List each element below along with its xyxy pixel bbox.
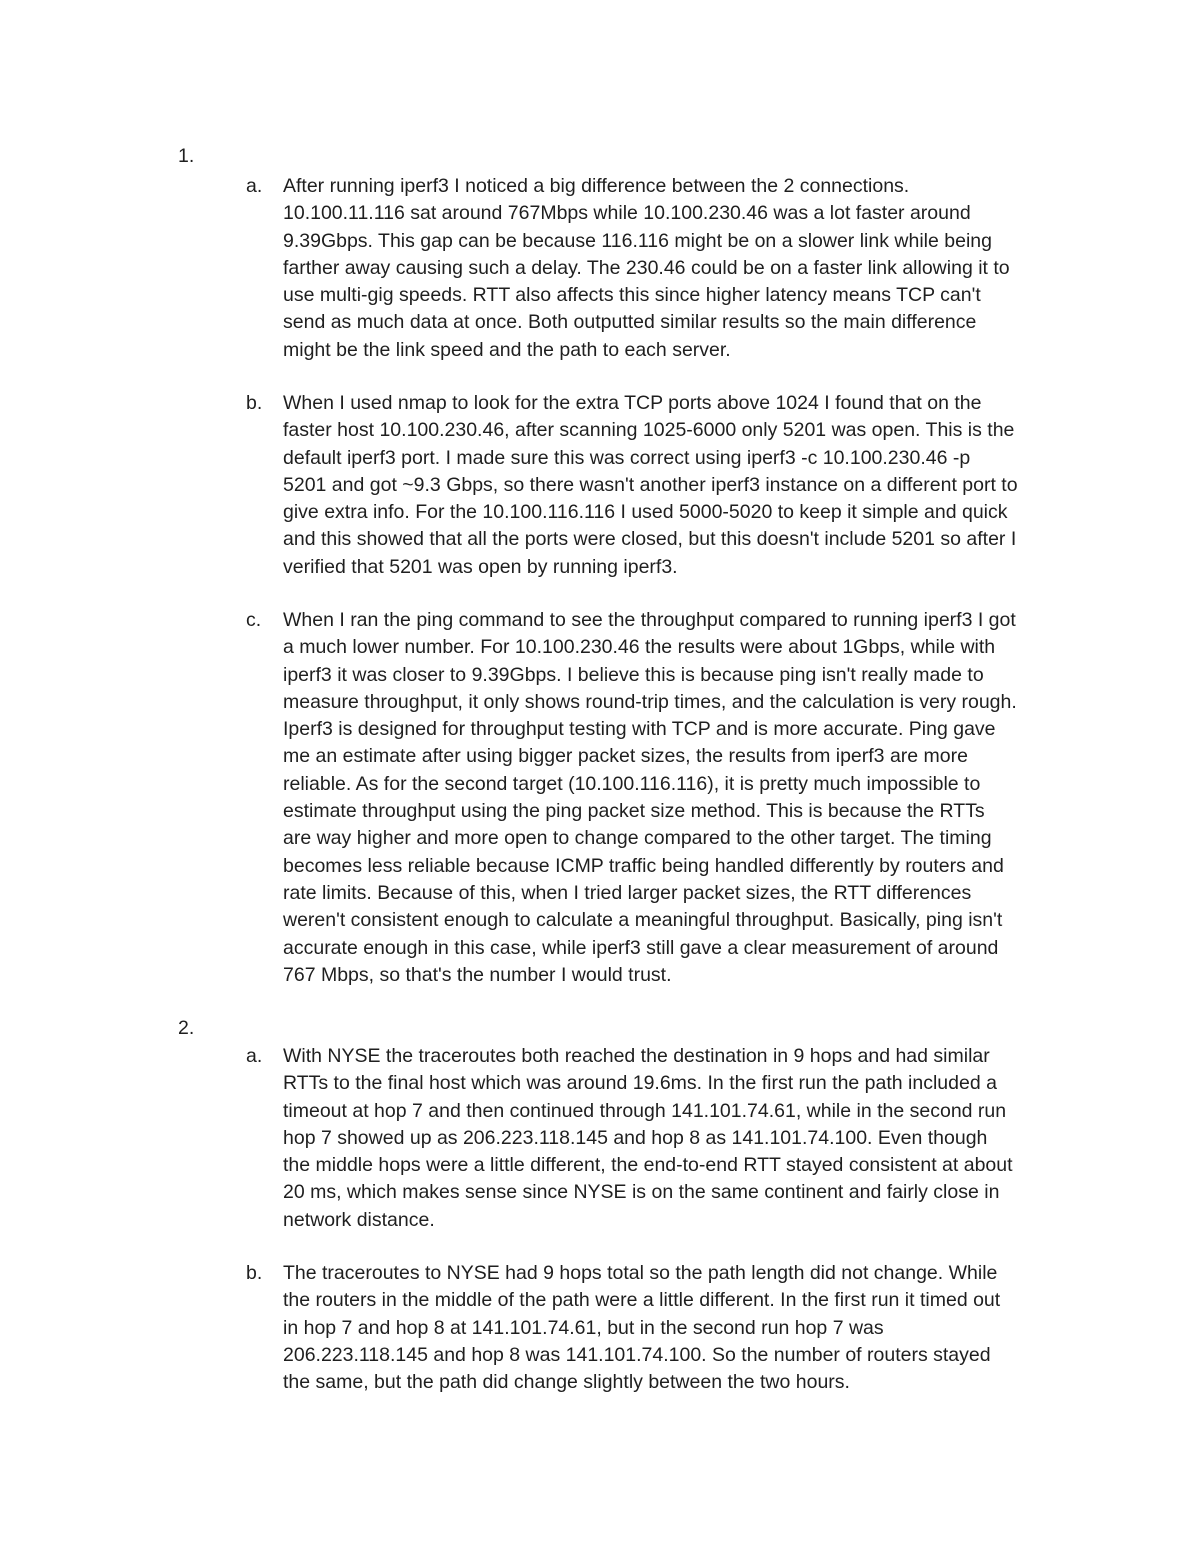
text-line: accurate enough in this case, while iperf3 still gave a clear measurement of around	[283, 936, 999, 959]
text-line: timeout at hop 7 and then continued through 141.101.74.61, while in the second run	[283, 1099, 1007, 1122]
item-marker: b.	[246, 392, 263, 414]
text-line: becomes less reliable because ICMP traffic being handled differently by routers and	[283, 854, 1004, 877]
text-line: When I ran the ping command to see the throughput compared to running iperf3 I got	[283, 609, 1016, 631]
text-line: give extra info. For the 10.100.116.116 I used 5000-5020 to keep it simple and quick	[283, 501, 1008, 524]
text-line: When I used nmap to look for the extra TCP ports above 1024 I found that on the	[283, 392, 982, 414]
text-line: 767 Mbps, so that's the number I would trust.	[283, 963, 672, 986]
text-line: measure throughput, it only shows round-trip times, and the calculation is very rough.	[283, 690, 1017, 713]
text-line: estimate throughput using the ping packet size method. This is because the RTTs	[283, 800, 985, 823]
text-line: 206.223.118.145 and hop 8 was 141.101.74.100. So the number of routers stayed	[283, 1343, 991, 1366]
text-line: reliable. As for the second target (10.100.116.116), it is pretty much impossible to	[283, 772, 981, 795]
text-line: verified that 5201 was open by running iperf3.	[283, 555, 678, 578]
text-line: Iperf3 is designed for throughput testing with TCP and is more accurate. Ping gave	[283, 718, 996, 741]
text-line: 10.100.11.116 sat around 767Mbps while 10.100.230.46 was a lot faster around	[283, 202, 971, 225]
text-line: might be the link speed and the path to each server.	[283, 338, 731, 361]
text-line: farther away causing such a delay. The 230.46 could be on a faster link allowing it to	[283, 256, 1010, 279]
item-marker: a.	[246, 1045, 263, 1067]
text-line: me an estimate after using bigger packet sizes, the results from iperf3 are more	[283, 745, 968, 768]
text-line: in hop 7 and hop 8 at 141.101.74.61, but in the second run hop 7 was	[283, 1316, 884, 1339]
question-number: 1.	[178, 145, 195, 167]
paragraph	[283, 1043, 1063, 1234]
text-line: iperf3 it was closer to 9.39Gbps. I believe this is because ping isn't really made to	[283, 663, 984, 686]
text-line: and this showed that all the ports were closed, but this doesn't include 5201 so after I	[283, 528, 1017, 551]
text-line: After running iperf3 I noticed a big difference between the 2 connections.	[283, 175, 910, 197]
item-marker: a.	[246, 175, 263, 197]
text-line: send as much data at once. Both outputted similar results so the main difference	[283, 311, 977, 334]
text-line: The traceroutes to NYSE had 9 hops total so the path length did not change. While	[283, 1262, 998, 1284]
text-line: hop 7 showed up as 206.223.118.145 and hop 8 as 141.101.74.100. Even though	[283, 1126, 988, 1149]
text-line: default iperf3 port. I made sure this was correct using iperf3 -c 10.100.230.46 -p	[283, 446, 971, 469]
paragraph	[283, 607, 1063, 989]
item-marker: b.	[246, 1262, 263, 1284]
text-line: 20 ms, which makes sense since NYSE is on the same continent and fairly close in	[283, 1181, 1000, 1204]
text-line: rate limits. Because of this, when I tried larger packet sizes, the RTT differences	[283, 881, 972, 904]
text-line: 5201 and got ~9.3 Gbps, so there wasn't another iperf3 instance on a different port to	[283, 473, 1018, 496]
text-line: the routers in the middle of the path were a little different. In the first run it timed out	[283, 1289, 1001, 1312]
text-line: 9.39Gbps. This gap can be because 116.116 might be on a slower link while being	[283, 229, 992, 252]
text-line: the same, but the path did change slightly between the two hours.	[283, 1371, 850, 1394]
text-line: the middle hops were a little different, the end-to-end RTT stayed consistent at about	[283, 1154, 1013, 1177]
item-marker: c.	[246, 609, 262, 631]
text-line: RTTs to the final host which was around 19.6ms. In the first run the path included a	[283, 1072, 997, 1095]
paragraph	[283, 1260, 1063, 1396]
text-line: are way higher and more open to change compared to the other target. The timing	[283, 827, 992, 850]
text-line: use multi-gig speeds. RTT also affects this since higher latency means TCP can't	[283, 284, 981, 307]
text-line: With NYSE the traceroutes both reached the destination in 9 hops and had similar	[283, 1045, 990, 1067]
question-number: 2.	[178, 1017, 195, 1039]
text-line: a much lower number. For 10.100.230.46 the results were about 1Gbps, while with	[283, 636, 996, 659]
paragraph	[283, 390, 1063, 581]
paragraph	[283, 173, 1063, 364]
text-line: network distance.	[283, 1208, 435, 1231]
text-line: weren't consistent enough to calculate a meaningful throughput. Basically, ping isn't	[283, 909, 1003, 932]
text-line: faster host 10.100.230.46, after scanning 1025-6000 only 5201 was open. This is the	[283, 419, 1015, 442]
